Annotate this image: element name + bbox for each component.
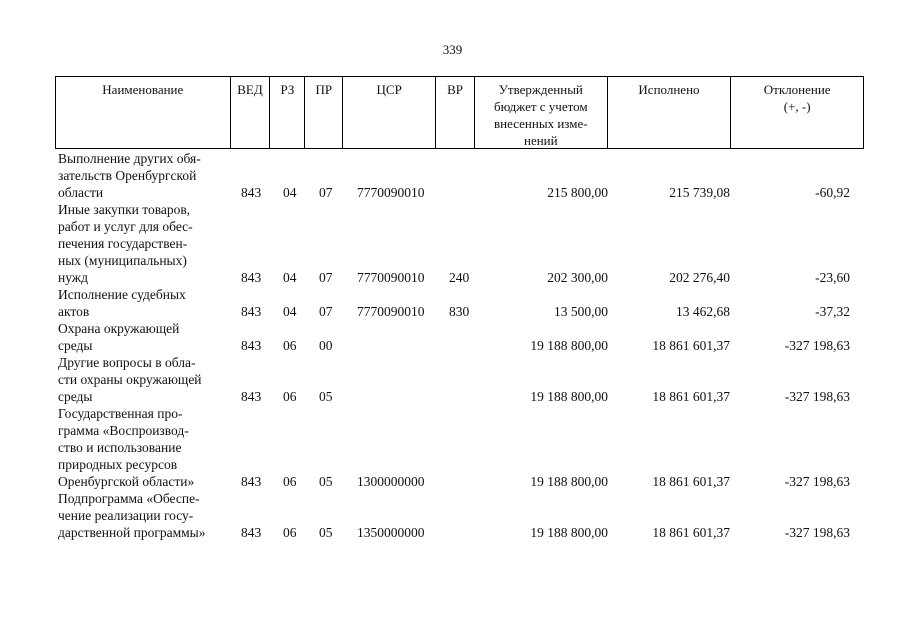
row-deviation: -60,92	[815, 185, 850, 200]
row-ved: 843	[241, 525, 262, 540]
row-ved: 843	[241, 185, 262, 200]
row-executed: 18 861 601,37	[652, 338, 730, 353]
row-rz: 06	[283, 525, 297, 540]
header-pr: ПР	[305, 77, 343, 148]
row-executed: 202 276,40	[669, 270, 730, 285]
row-pr: 07	[319, 304, 333, 319]
header-deviation: Отклонение (+, -)	[763, 82, 831, 114]
table-header	[55, 76, 864, 149]
row-executed: 13 462,68	[676, 304, 730, 319]
row-budget: 19 188 800,00	[530, 474, 608, 489]
row-csr: 7770090010	[357, 270, 425, 285]
row-ved: 843	[241, 270, 262, 285]
table-body	[58, 150, 858, 541]
row-ved: 843	[241, 389, 262, 404]
row-rz: 04	[283, 304, 297, 319]
table-row	[58, 490, 858, 541]
row-deviation: -327 198,63	[784, 525, 850, 540]
row-budget: 13 500,00	[554, 304, 608, 319]
row-executed: 215 739,08	[669, 185, 730, 200]
row-ved: 843	[241, 338, 262, 353]
table-row	[58, 150, 858, 201]
header-executed: Исполнено	[608, 77, 732, 148]
header-vr: ВР	[436, 77, 475, 148]
header-ved: ВЕД	[231, 77, 271, 148]
row-name: Охрана окружающей среды	[58, 321, 180, 353]
row-vr: 240	[449, 270, 470, 285]
row-csr: 7770090010	[357, 304, 425, 319]
row-pr: 05	[319, 474, 333, 489]
row-pr: 00	[319, 338, 333, 353]
row-budget: 19 188 800,00	[530, 338, 608, 353]
row-name: Другие вопросы в обла- сти охраны окружающей среды	[58, 355, 202, 404]
row-pr: 07	[319, 185, 333, 200]
row-ved: 843	[241, 304, 262, 319]
row-pr: 05	[319, 525, 333, 540]
row-executed: 18 861 601,37	[652, 525, 730, 540]
row-budget: 202 300,00	[547, 270, 608, 285]
row-rz: 06	[283, 389, 297, 404]
row-csr: 1300000000	[357, 474, 425, 489]
row-deviation: -37,32	[815, 304, 850, 319]
header-name: Наименование	[56, 77, 231, 148]
row-name: Исполнение судебных актов	[58, 287, 186, 319]
row-csr: 1350000000	[357, 525, 425, 540]
row-vr: 830	[449, 304, 470, 319]
row-deviation: -23,60	[815, 270, 850, 285]
row-executed: 18 861 601,37	[652, 474, 730, 489]
row-name: Выполнение других обя- зательств Оренбургской области	[58, 151, 201, 200]
header-rz: РЗ	[270, 77, 305, 148]
table-row	[58, 320, 858, 354]
row-name: Государственная про- грамма «Воспроизвод- ство и использование природных ресурсов Оренбургской области»	[58, 406, 195, 489]
row-ved: 843	[241, 474, 262, 489]
table-row	[58, 286, 858, 320]
row-deviation: -327 198,63	[784, 338, 850, 353]
table-row	[58, 201, 858, 286]
row-budget: 19 188 800,00	[530, 525, 608, 540]
row-rz: 04	[283, 270, 297, 285]
row-csr: 7770090010	[357, 185, 425, 200]
row-pr: 07	[319, 270, 333, 285]
table-row	[58, 405, 858, 490]
row-name: Иные закупки товаров, работ и услуг для обес- печения государствен- ных (муниципальных) нужд	[58, 202, 193, 285]
header-budget: Утвержденный бюджет с учетом внесенных изме- нений	[475, 77, 608, 148]
row-deviation: -327 198,63	[784, 389, 850, 404]
row-rz: 04	[283, 185, 297, 200]
row-name: Подпрограмма «Обеспе- чение реализации госу- дарственной программы»	[58, 491, 206, 540]
row-rz: 06	[283, 474, 297, 489]
row-budget: 215 800,00	[547, 185, 608, 200]
row-executed: 18 861 601,37	[652, 389, 730, 404]
row-rz: 06	[283, 338, 297, 353]
row-deviation: -327 198,63	[784, 474, 850, 489]
table-row	[58, 354, 858, 405]
row-budget: 19 188 800,00	[530, 389, 608, 404]
page-number: 339	[442, 42, 463, 57]
header-csr: ЦСР	[343, 77, 436, 148]
row-pr: 05	[319, 389, 333, 404]
